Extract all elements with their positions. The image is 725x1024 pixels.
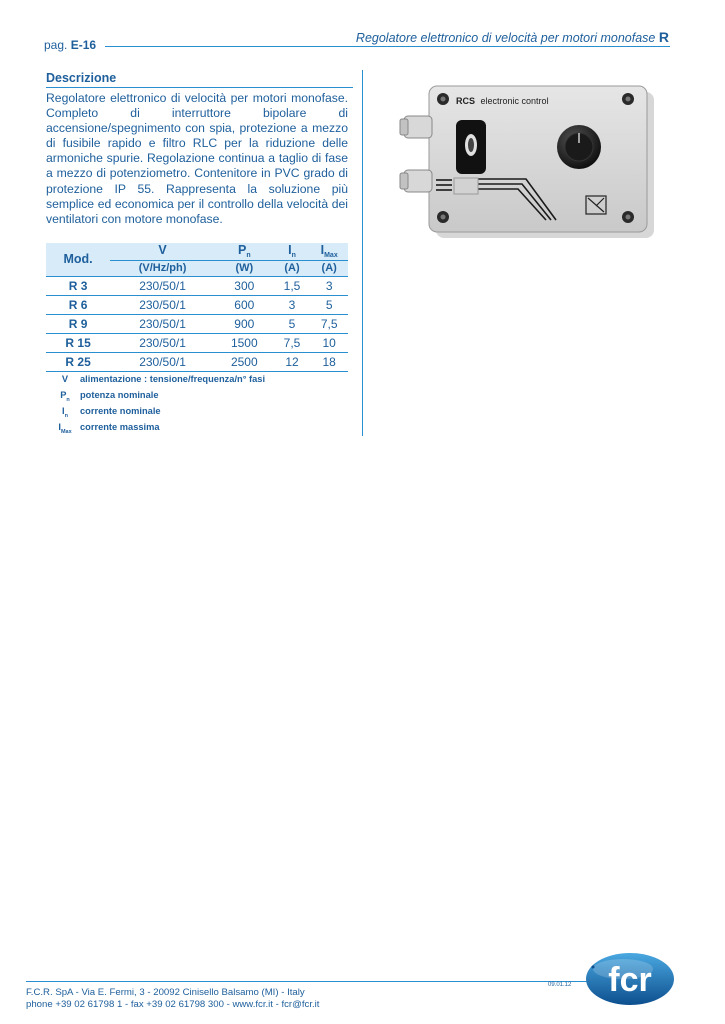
- screw-icon: [437, 211, 449, 223]
- max-current-cell: 10: [310, 333, 348, 352]
- power-cell: 1500: [215, 333, 274, 352]
- cable-gland-icon: [400, 116, 432, 138]
- table-row: [46, 276, 348, 295]
- max-current-cell: 3: [310, 276, 348, 295]
- table-row: [46, 314, 348, 333]
- table-header-row: [46, 243, 348, 260]
- current-cell: 3: [274, 295, 311, 314]
- col-imax-header: $I_{Max}$: [310, 243, 348, 260]
- cable-gland-icon: [400, 170, 432, 192]
- footer-rule: [26, 981, 601, 982]
- current-cell: 5: [274, 314, 311, 333]
- page-code: E-16: [70, 38, 97, 52]
- page-number: [44, 38, 96, 52]
- max-current-cell: 7,5: [310, 314, 348, 333]
- col-v-unit: (V/Hz/ph): [110, 260, 215, 276]
- footer-date: 09.01.12: [548, 982, 572, 988]
- screw-icon: [622, 211, 634, 223]
- col-in-unit: (A): [274, 260, 311, 276]
- voltage-cell: 230/50/1: [110, 314, 215, 333]
- voltage-cell: 230/50/1: [110, 276, 215, 295]
- page-prefix: pag.: [44, 38, 68, 52]
- table-row: [46, 295, 348, 314]
- model-cell: R 9: [46, 314, 110, 333]
- legend-item: $P_n$ potenza nominale: [60, 390, 159, 403]
- table-row: [46, 333, 348, 352]
- power-cell: 600: [215, 295, 274, 314]
- title-text: Regolatore elettronico di velocità per motori monofase: [355, 31, 656, 45]
- page-title: [350, 29, 669, 45]
- current-cell: 7,5: [274, 333, 311, 352]
- description-heading: Descrizione: [46, 71, 117, 85]
- rating-label: [454, 178, 478, 194]
- current-cell: 12: [274, 352, 311, 371]
- table-row: [46, 352, 348, 371]
- symbol-legend: [50, 374, 265, 438]
- col-in-header: $I_n$: [274, 243, 311, 260]
- col-pn-unit: (W): [215, 260, 274, 276]
- speed-knob-icon: [557, 125, 601, 169]
- max-current-cell: 5: [310, 295, 348, 314]
- legend-item: $I_{Max}$ corrente massima: [58, 422, 160, 435]
- voltage-cell: 230/50/1: [110, 352, 215, 371]
- screw-icon: [437, 93, 449, 105]
- max-current-cell: 18: [310, 352, 348, 371]
- col-imax-unit: (A): [310, 260, 348, 276]
- footer-address: F.C.R. SpA - Via E. Fermi, 3 - 20092 Cinisello Balsamo (MI) - Italy: [26, 987, 305, 998]
- legend-item: $I_n$ corrente nominale: [62, 406, 161, 419]
- power-cell: 900: [215, 314, 274, 333]
- footer-contacts: phone +39 02 61798 1 - fax +39 02 61798 300 - www.fcr.it - fcr@fcr.it: [26, 999, 320, 1010]
- fcr-logo: [583, 945, 677, 1009]
- legend-item: V alimentazione : tensione/frequenza/n° fasi: [61, 374, 266, 384]
- description-rule: [46, 87, 353, 88]
- voltage-cell: 230/50/1: [110, 295, 215, 314]
- model-cell: R 6: [46, 295, 110, 314]
- mod-header: Mod.: [46, 243, 110, 276]
- column-divider: [362, 70, 363, 436]
- power-switch-icon: [456, 120, 486, 174]
- product-photo: [396, 80, 656, 240]
- model-cell: R 15: [46, 333, 110, 352]
- model-cell: R 3: [46, 276, 110, 295]
- description-text: Regolatore elettronico di velocità per motori monofase. Completo di interruttore bipolare di accensione/spegnimento con spia, protezione a mezzo di fusibile rapido e filtro RLC per la riduzione delle armoniche spurie. Regolazione continua a taglio di fase a mezzo di potenziometro. Contenitore in PVC grado di protezione IP 55. Rappresenta la soluzione più semplice ed economica per il controllo della velocità dei ventilatori con motore monofase.: [46, 91, 348, 226]
- voltage-cell: 230/50/1: [110, 333, 215, 352]
- screw-icon: [622, 93, 634, 105]
- header-rule: [105, 46, 670, 47]
- col-v-header: V: [110, 243, 215, 260]
- power-cell: 300: [215, 276, 274, 295]
- model-cell: R 25: [46, 352, 110, 371]
- current-cell: 1,5: [274, 276, 311, 295]
- power-cell: 2500: [215, 352, 274, 371]
- col-pn-header: $P_n$: [215, 243, 274, 260]
- series-letter: R: [658, 29, 669, 45]
- spec-table: [46, 243, 348, 372]
- svg-text:fcr: fcr: [608, 961, 652, 999]
- svg-text:RCS electronic control: RCS electronic control: [456, 96, 549, 106]
